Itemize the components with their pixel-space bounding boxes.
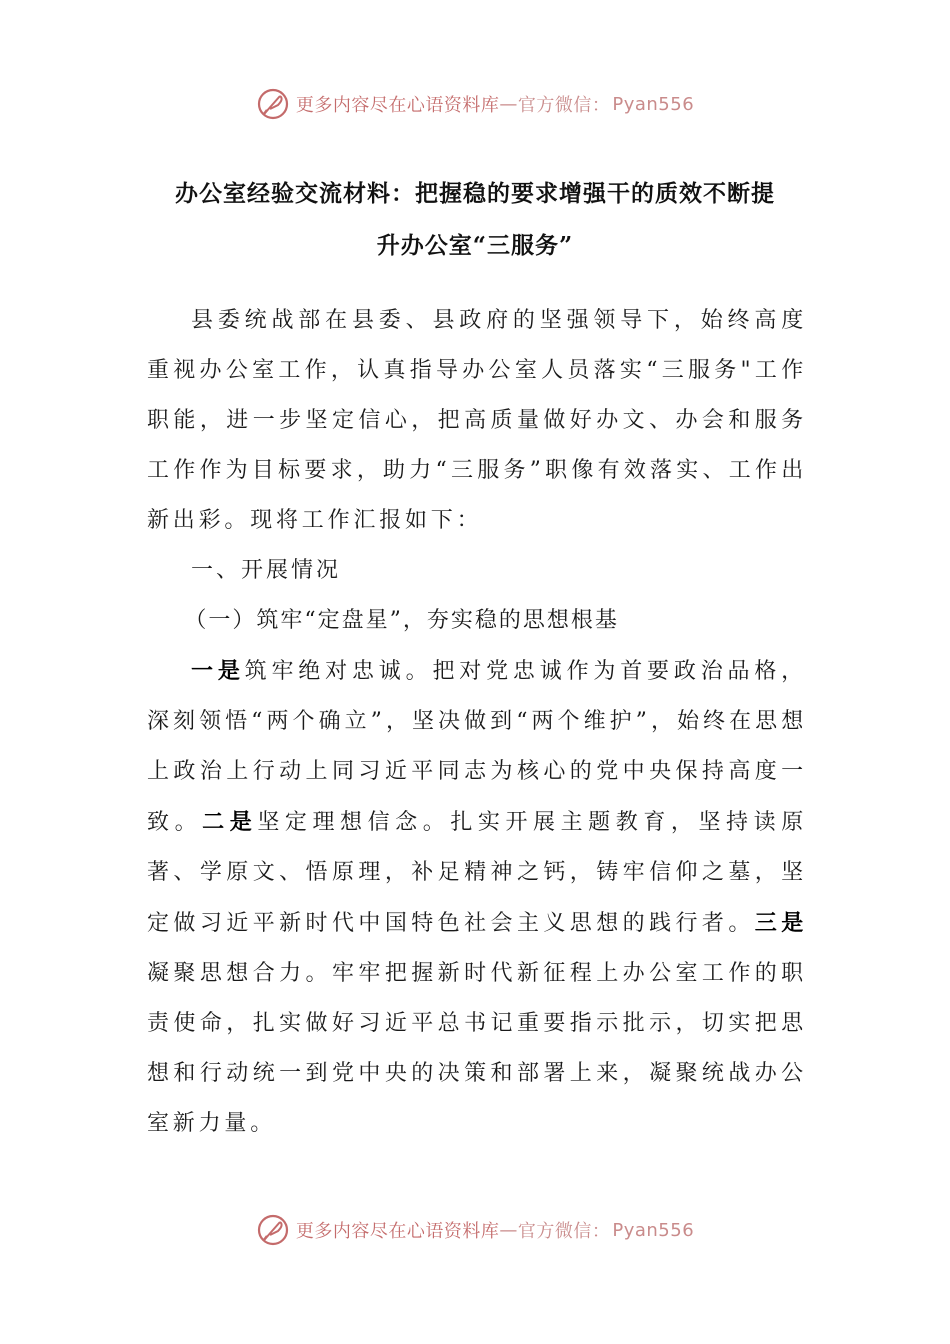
title-line-1: 办公室经验交流材料：把握稳的要求增强干的质效不断提 bbox=[175, 180, 775, 207]
wechat-id: Pyan556 bbox=[612, 93, 695, 115]
banner-separator: — bbox=[499, 1219, 518, 1241]
point-two-text: 坚定理想信念。扎实开展主题教育，坚持读原著、学原文、悟原理，补足精神之钙，铸牢信仰之墓，坚定做习近平新时代中国特色社会主义思想的践行者。 bbox=[147, 810, 807, 936]
brand-name: 更多内容尽在心语资料库 bbox=[295, 95, 500, 116]
title-line-2: 升办公室“三服务” bbox=[376, 232, 574, 259]
brand-name: 更多内容尽在心语资料库 bbox=[295, 1221, 500, 1242]
quill-logo-icon bbox=[256, 1213, 290, 1247]
header-watermark-banner bbox=[0, 84, 950, 124]
intro-paragraph: 县委统战部在县委、县政府的坚强领导下，始终高度重视办公室工作，认真指导办公室人员落实“三服务"工作职能，进一步坚定信心，把高质量做好办文、办会和服务工作作为目标要求，助力“三服务”职像有效落实、工作出新出彩。现将工作汇报如下： bbox=[147, 308, 807, 533]
document-title bbox=[140, 168, 810, 272]
wechat-label: 官方微信： bbox=[517, 95, 611, 116]
section-heading: 一、开展情况 bbox=[191, 558, 342, 583]
point-one-text: 筑牢绝对忠诚。把对党忠诚作为首要政治品格，深刻领悟“两个确立”，坚决做到“两个维护”，始终在思想上政治上行动上同习近平同志为核心的党中央保持高度一致。 bbox=[147, 659, 807, 835]
point-three-lead: 三是 bbox=[754, 910, 807, 936]
body-paragraph bbox=[147, 646, 807, 1149]
banner-separator: — bbox=[499, 93, 518, 115]
subsection-heading: （一）筑牢“定盘星”，夯实稳的思想根基 bbox=[184, 608, 619, 633]
quill-logo-icon bbox=[256, 87, 290, 121]
point-one-lead: 一是 bbox=[191, 658, 245, 684]
document-body bbox=[147, 296, 807, 1149]
wechat-id: Pyan556 bbox=[612, 1219, 695, 1241]
point-three-text: 凝聚思想合力。牢牢把握新时代新征程上办公室工作的职责使命，扎实做好习近平总书记重要指示批示，切实把思想和行动统一到党中央的决策和部署上来，凝聚统战办公室新力量。 bbox=[147, 961, 807, 1136]
point-two-lead: 二是 bbox=[202, 809, 258, 835]
footer-watermark-banner bbox=[0, 1210, 950, 1250]
wechat-label: 官方微信： bbox=[517, 1221, 611, 1242]
